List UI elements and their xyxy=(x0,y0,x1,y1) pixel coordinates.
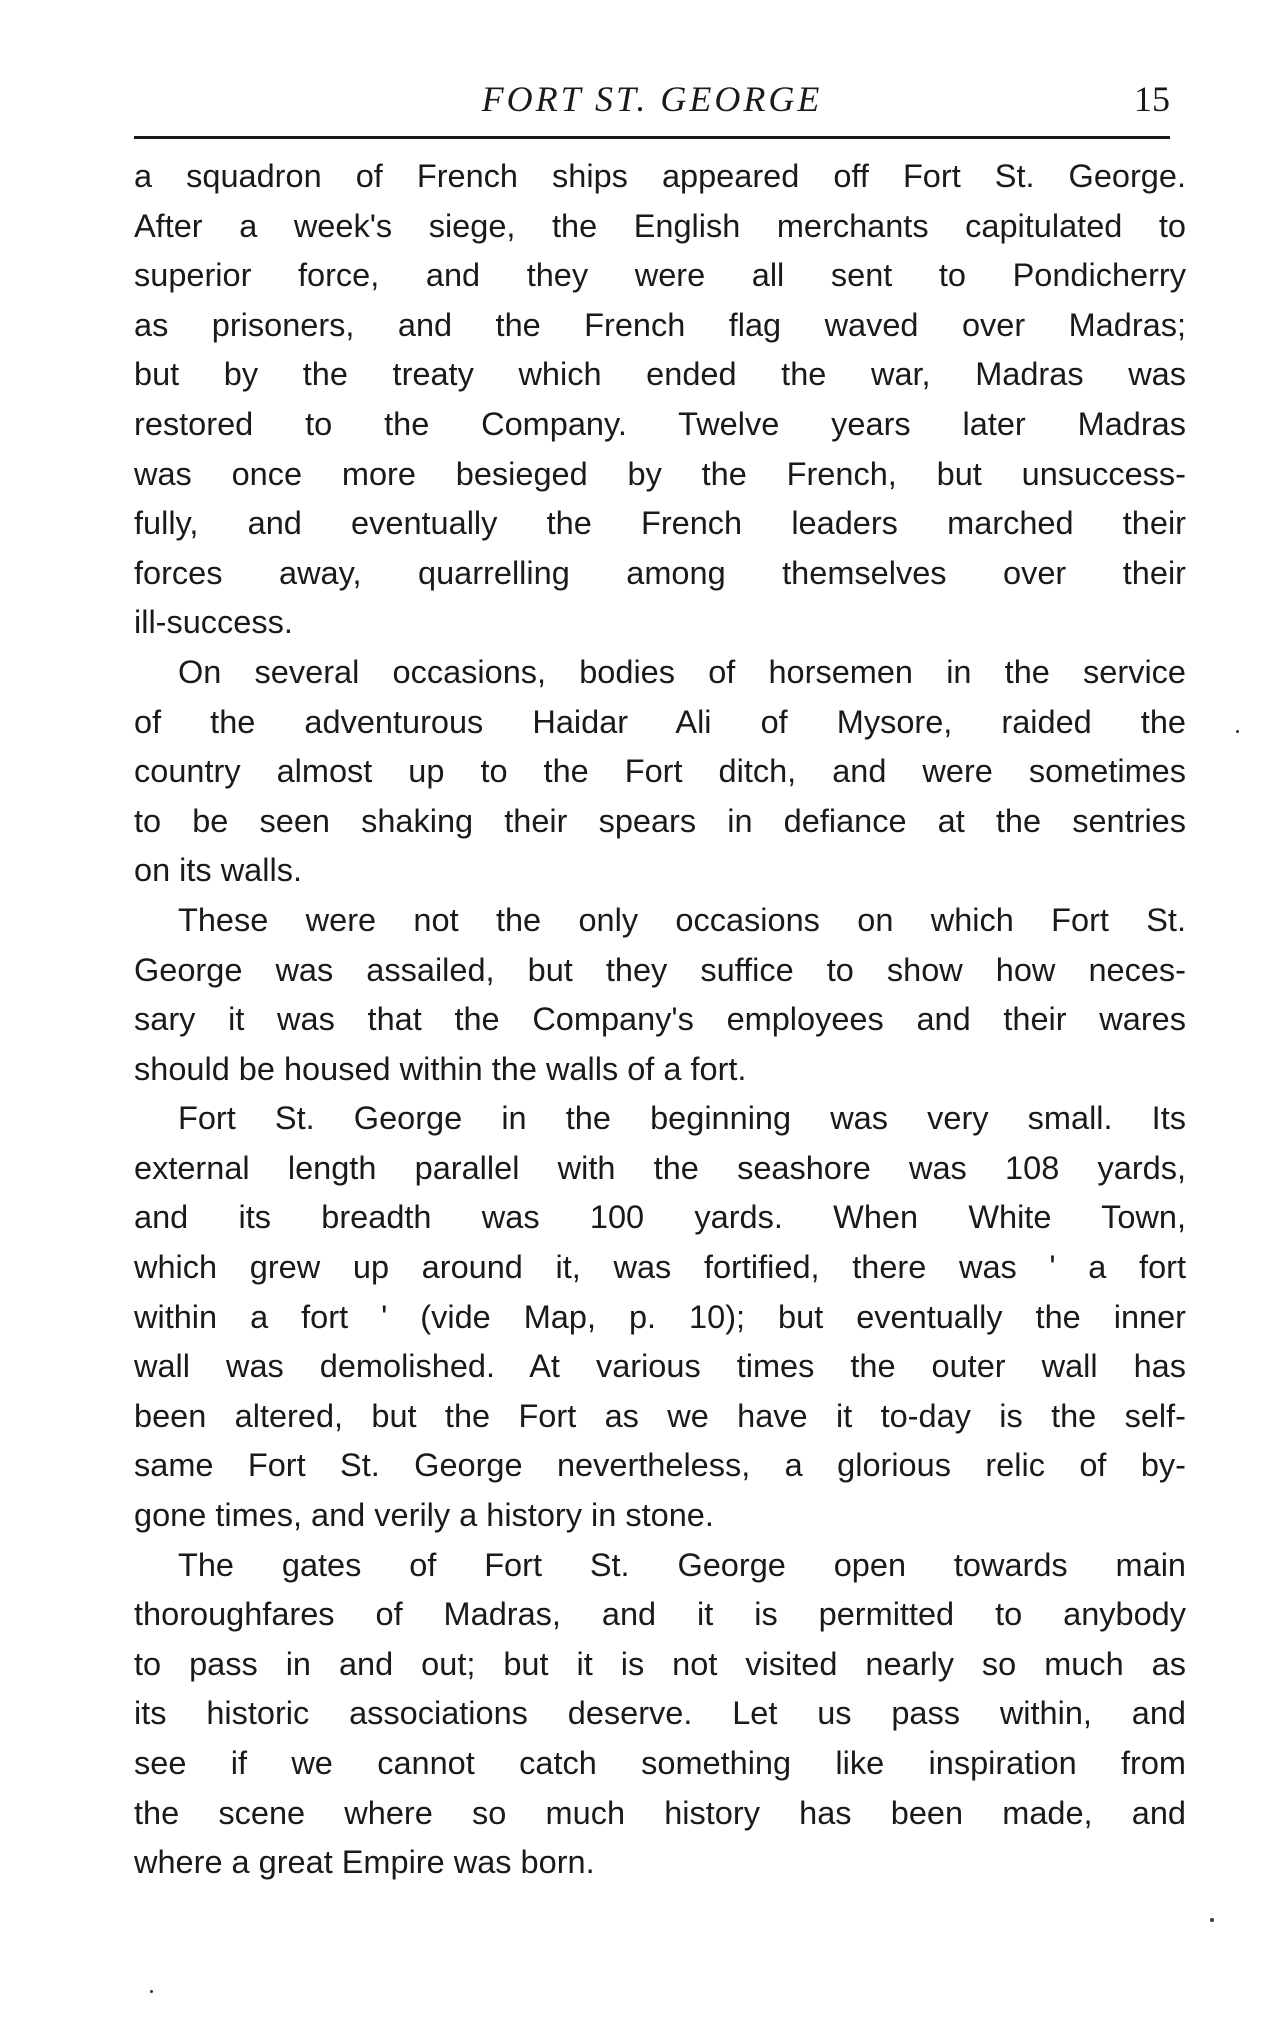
text-line: Fort St. George in the beginning was very small. Its xyxy=(178,1100,1186,1137)
text-line: On several occasions, bodies of horsemen in the service xyxy=(178,653,1186,690)
scan-speck xyxy=(1210,1918,1214,1922)
text-line: where a great Empire was born. xyxy=(134,1844,595,1881)
text-line: to be seen shaking their spears in defiance at the sentries xyxy=(134,802,1186,839)
running-head xyxy=(134,78,1170,128)
page-number: 15 xyxy=(1134,79,1170,119)
paragraph-2 xyxy=(134,648,1186,896)
text-line: same Fort St. George nevertheless, a glorious relic of by- xyxy=(134,1447,1186,1484)
paragraph-3 xyxy=(134,896,1186,1094)
scan-speck xyxy=(150,1990,153,1993)
paragraph-5 xyxy=(134,1541,1186,1888)
text-line: its historic associations deserve. Let us pass within, and xyxy=(134,1695,1186,1732)
text-line: been altered, but the Fort as we have it to-day is the self- xyxy=(134,1397,1186,1434)
text-line: but by the treaty which ended the war, Madras was xyxy=(134,356,1186,393)
running-title: FORT ST. GEORGE xyxy=(481,79,823,119)
text-line: a squadron of French ships appeared off Fort St. George. xyxy=(134,158,1186,194)
text-line: on its walls. xyxy=(134,852,302,889)
text-line: and its breadth was 100 yards. When White Town, xyxy=(134,1199,1186,1236)
text-line: the scene where so much history has been made, and xyxy=(134,1794,1186,1831)
text-line: George was assailed, but they suffice to show how neces- xyxy=(134,951,1186,988)
text-line: as prisoners, and the French flag waved over Madras; xyxy=(134,306,1186,343)
text-line: which grew up around it, was fortified, there was ' a fort xyxy=(134,1249,1186,1286)
text-line: The gates of Fort St. George open towards main xyxy=(178,1546,1186,1583)
scan-speck xyxy=(1236,730,1239,733)
text-line: forces away, quarrelling among themselves over their xyxy=(134,554,1186,591)
text-line: see if we cannot catch something like inspiration from xyxy=(134,1745,1186,1781)
text-line: fully, and eventually the French leaders marched their xyxy=(134,505,1186,542)
text-line: thoroughfares of Madras, and it is permitted to anybody xyxy=(134,1596,1186,1633)
text-line: of the adventurous Haidar Ali of Mysore, raided the xyxy=(134,703,1186,740)
text-line: After a week's siege, the English merchants capitulated to xyxy=(134,207,1186,244)
text-line: sary it was that the Company's employees and their wares xyxy=(134,1001,1186,1038)
text-line: external length parallel with the seashore was 108 yards, xyxy=(134,1149,1186,1186)
text-line: within a fort ' (vide Map, p. 10); but eventually the inner xyxy=(134,1298,1186,1335)
text-line: to pass in and out; but it is not visited nearly so much as xyxy=(134,1645,1186,1682)
text-line: wall was demolished. At various times the outer wall has xyxy=(134,1348,1186,1385)
paragraph-1 xyxy=(134,152,1186,648)
text-line: restored to the Company. Twelve years later Madras xyxy=(134,405,1186,442)
paragraph-4 xyxy=(134,1094,1186,1540)
text-line: was once more besieged by the French, but unsuccess- xyxy=(134,455,1186,492)
text-line: should be housed within the walls of a fort. xyxy=(134,1050,747,1087)
text-line: These were not the only occasions on which Fort St. xyxy=(178,901,1186,938)
text-line: gone times, and verily a history in stone. xyxy=(134,1497,714,1534)
text-line: country almost up to the Fort ditch, and were sometimes xyxy=(134,753,1186,790)
body-text xyxy=(134,152,1186,1888)
text-line: ill-success. xyxy=(134,604,293,641)
header-rule xyxy=(134,136,1170,139)
text-line: superior force, and they were all sent to Pondicherry xyxy=(134,257,1186,294)
